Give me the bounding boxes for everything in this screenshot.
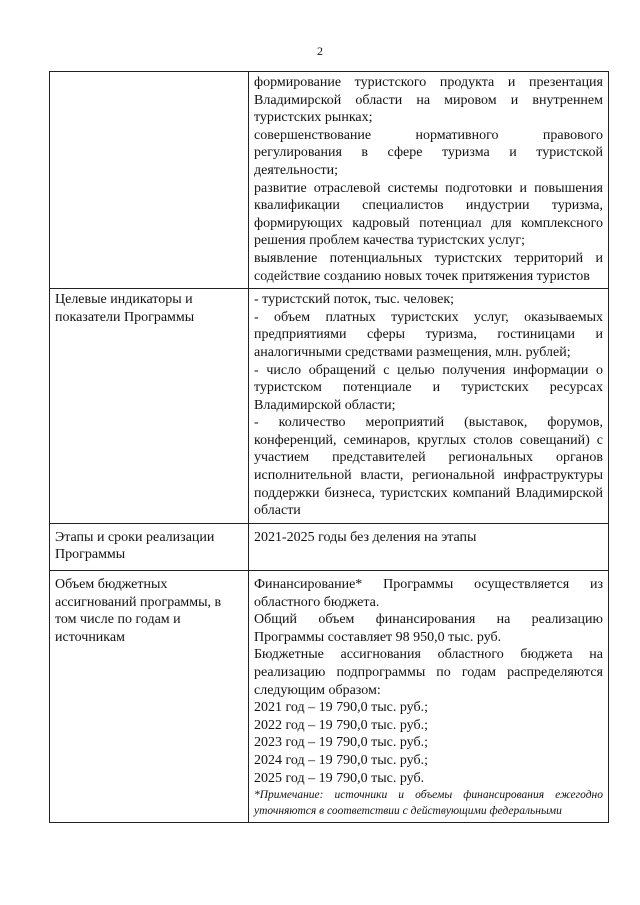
funding-year-amount: 2021 год – 19 790,0 тыс. руб.; xyxy=(254,700,428,716)
paragraph: Общий объем финансирования на реализацию Программы составляет 98 950,0 тыс. руб. xyxy=(254,612,603,645)
paragraph: - объем платных туристских услуг, оказываемых предприятиями сферы туризма, гостиницами и аналогичными средствами размещения, млн. рублей; xyxy=(254,309,603,360)
row-label: Этапы и сроки реализации Программы xyxy=(50,523,249,570)
paragraph: - туристский поток, тыс. человек; xyxy=(254,292,455,308)
table-row xyxy=(50,523,609,570)
paragraph: развитие отраслевой системы подготовки и повышения квалификации специалистов индустрии туризма, формирующих кадровый потенциал для комплексного решения проблем качества туристских услуг; xyxy=(254,180,603,249)
row-label: Объем бюджетных ассигнований программы, в том числе по годам и источникам xyxy=(50,571,249,823)
paragraph: - число обращений с целью получения информации о туристском потенциале и туристских ресурсах Владимирской области; xyxy=(254,362,603,413)
table-row xyxy=(50,571,609,823)
funding-year-amount: 2022 год – 19 790,0 тыс. руб.; xyxy=(254,717,428,733)
row-content xyxy=(249,72,609,289)
paragraph: 2021-2025 годы без деления на этапы xyxy=(254,529,477,545)
table-row xyxy=(50,289,609,524)
table-row xyxy=(50,72,609,289)
paragraph: формирование туристского продукта и презентация Владимирской области на мировом и внутреннем туристских рынках; xyxy=(254,75,603,126)
funding-year-amount: 2024 год – 19 790,0 тыс. руб.; xyxy=(254,752,428,768)
row-content xyxy=(249,289,609,524)
funding-note: *Примечание: источники и объемы финансирования ежегодно уточняются в соответствии с действующими федеральными xyxy=(254,789,603,818)
paragraph: Бюджетные ассигнования областного бюджета на реализацию подпрограммы по годам распределяются следующим образом: xyxy=(254,647,603,698)
page-number: 2 xyxy=(317,44,323,58)
row-content xyxy=(249,571,609,823)
funding-year-amount: 2025 год – 19 790,0 тыс. руб. xyxy=(254,770,425,786)
row-label: Целевые индикаторы и показатели Программы xyxy=(50,289,249,524)
paragraph: Финансирование* Программы осуществляется из областного бюджета. xyxy=(254,577,603,610)
paragraph: - количество мероприятий (выставок, форумов, конференций, семинаров, круглых столов совещаний) с участием представителей региональных органов исполнительной власти, региональной инфраструктуры поддержки бизнеса, туристских компаний Владимирской области xyxy=(254,415,603,519)
row-label xyxy=(50,72,249,289)
program-passport-table xyxy=(49,71,609,823)
paragraph: выявление потенциальных туристских территорий и содействие созданию новых точек притяжения туристов xyxy=(254,250,603,284)
paragraph: совершенствование нормативного правового регулирования в сфере туризма и туристской деятельности; xyxy=(254,127,603,178)
funding-year-amount: 2023 год – 19 790,0 тыс. руб.; xyxy=(254,735,428,751)
row-content xyxy=(249,523,609,570)
